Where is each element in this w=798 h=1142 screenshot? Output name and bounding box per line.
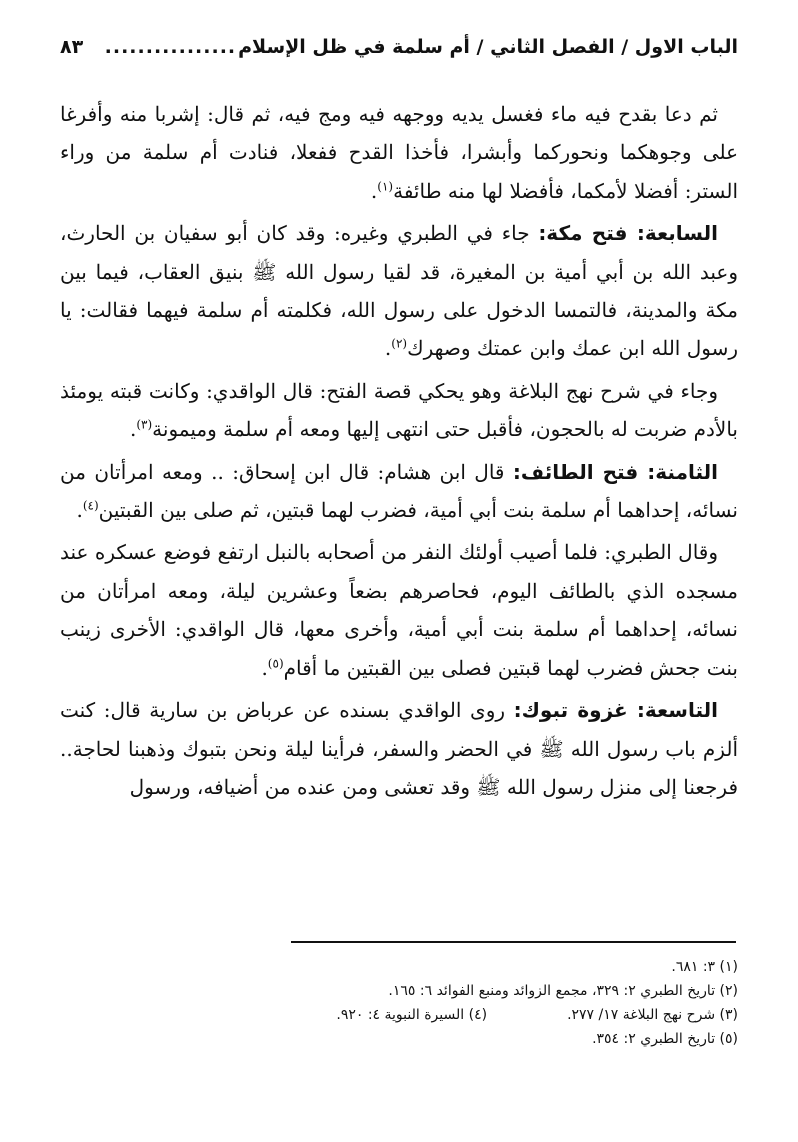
paragraph-text: قال ابن هشام: قال ابن إسحاق: .. ومعه امرأتان من نسائه، إحداهما أم سلمة بنت أبي أمية، فضرب لهما قبتين، ثم صلى بين القبتين (60, 459, 738, 523)
paragraph-3 (60, 372, 738, 449)
footnote-ref-1: (١) (377, 179, 394, 194)
paragraph-tail: . (370, 178, 378, 203)
footnote-divider (291, 941, 736, 943)
paragraph-tail: . (129, 417, 137, 442)
paragraph-2 (60, 214, 738, 368)
paragraph-5 (60, 533, 738, 687)
paragraph-lead: السابعة: فتح مكة: (538, 221, 718, 246)
paragraph-lead: الثامنة: فتح الطائف: (512, 459, 718, 484)
footnote-ref-3: (٣) (136, 417, 153, 432)
paragraph-tail: . (384, 336, 392, 361)
paragraph-tail: . (76, 498, 83, 523)
footnote-2: (٢) تاريخ الطبري ٢: ٣٢٩، مجمع الزوائد ومنبع الفوائد ٦: ١٦٥. (388, 983, 738, 999)
paragraph-tail: . (261, 655, 268, 680)
paragraph-text: وقال الطبري: فلما أصيب أولئك النفر من أصحابه بالنبل ارتفع فوضع عسكره عند مسجده الذي بالطائف اليوم، فحاصرهم بضعاً وعشرين ليلة، ومعه امرأتان من نسائه، إحداهما أم سلمة بنت أبي أمية، وأخرى معها، قال الواقدي: الأخرى زينب بنت جحش فضرب لهما قبتين فصلى بين القبتين ما أقام (60, 540, 738, 680)
paragraph-text: روى الواقدي بسنده عن عرباض بن سارية قال: كنت ألزم باب رسول الله ﷺ في الحضر والسفر، فرأينا ليلة ونحن بتبوك وذهبنا لحاجة.. فرجعنا إلى منزل رسول الله ﷺ وقد تعشى ومن عنده من أضيافه، ورسول (60, 698, 738, 799)
footnote-ref-5: (٥) (267, 656, 284, 671)
running-title: الباب الاول / الفصل الثاني / أم سلمة في ظل الإسلام (238, 36, 738, 58)
leader-dots: ................ (104, 36, 237, 58)
body-text (60, 95, 738, 810)
running-header (60, 30, 738, 64)
footnote-ref-4: (٤) (82, 498, 99, 513)
footnote-5: (٥) تاريخ الطبري ٢: ٣٥٤. (592, 1031, 738, 1047)
footnote-ref-2: (٢) (391, 336, 408, 351)
paragraph-1 (60, 95, 738, 210)
paragraph-6 (60, 691, 738, 806)
paragraph-text: جاء في الطبري وغيره: وقد كان أبو سفيان بن الحارث، وعبد الله بن أبي أمية بن المغيرة، قد لقيا رسول الله ﷺ بنيق العقاب، فيما بين مكة والمدينة، فالتمسا الدخول على رسول الله، فكلمته أم سلمة فيهما فقالت: يا رسول الله ابن عمك وابن عمتك وصهرك (60, 221, 738, 361)
footnote-1: (١) ٣: ٦٨١. (671, 959, 738, 975)
footnote-3: (٣) شرح نهج البلاغة ١٧/ ٢٧٧. (567, 1007, 738, 1023)
footnote-4: (٤) السيرة النبوية ٤: ٩٢٠. (336, 1007, 488, 1023)
footnotes (60, 955, 738, 1051)
paragraph-text: وجاء في شرح نهج البلاغة وهو يحكي قصة الفتح: قال الواقدي: وكانت قبته يومئذ بالأدم ضربت له بالحجون، فأقبل حتى انتهى إليها ومعه أم سلمة وميمونة (60, 378, 738, 442)
paragraph-text: ثم دعا بقدح فيه ماء فغسل يديه ووجهه فيه ومج فيه، ثم قال: إشربا منه وأفرغا على وجوهكما ونحوركما وأبشرا، فأخذا القدح ففعلا، فنادت أم سلمة من وراء الستر: أفضلا لأمكما، فأفضلا لها منه طائفة (60, 102, 738, 203)
paragraph-4 (60, 453, 738, 530)
page-number: ٨٣ (60, 36, 84, 58)
footnote-row (60, 1003, 738, 1027)
paragraph-lead: التاسعة: غزوة تبوك: (513, 698, 718, 723)
